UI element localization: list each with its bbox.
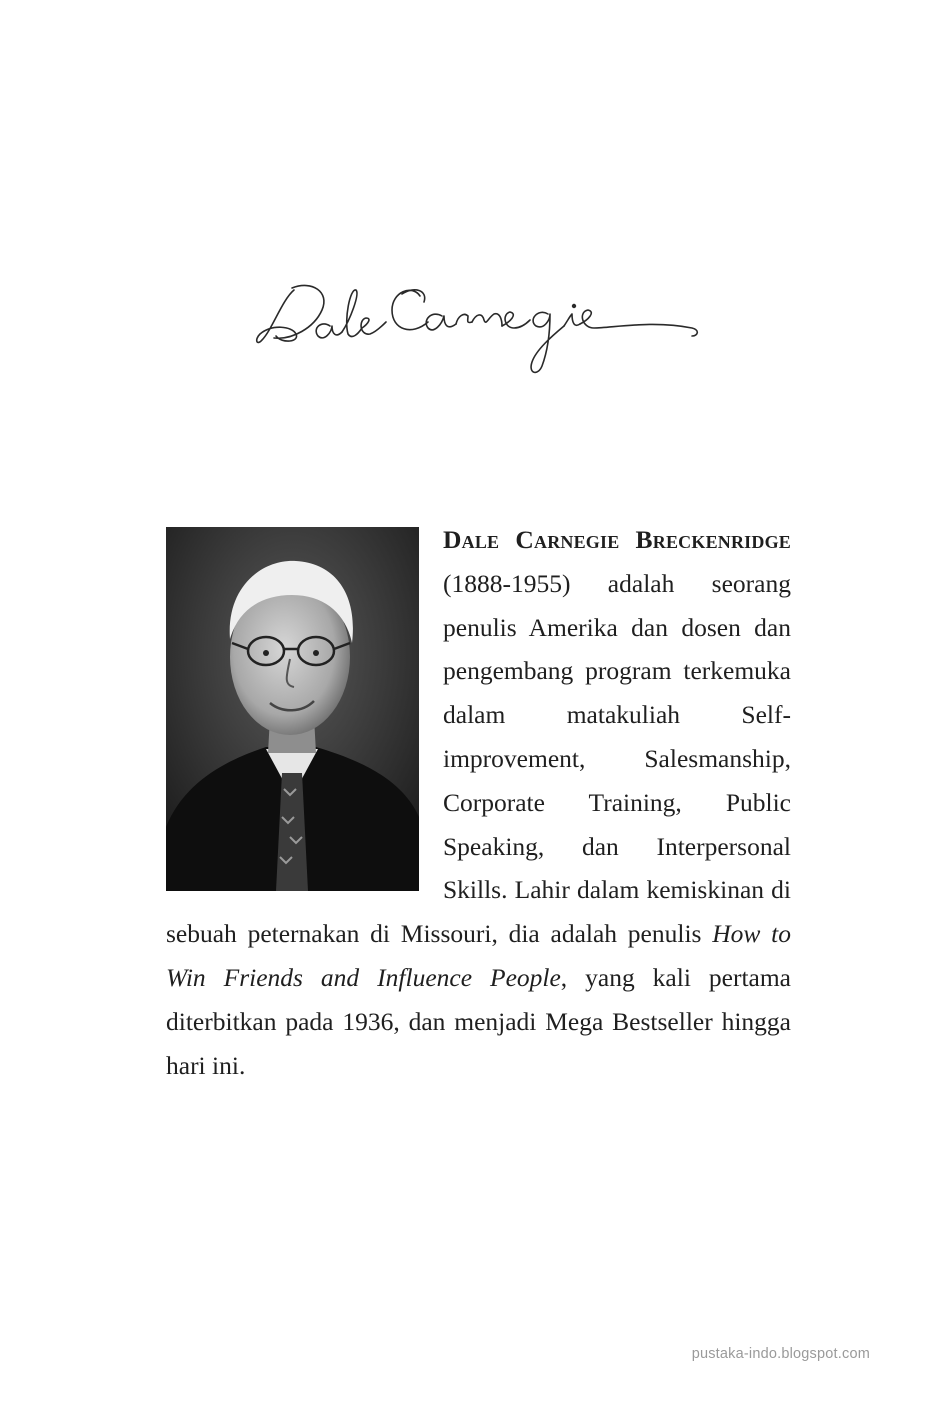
bio-text-part2: , yang kali pertama diterbitkan pada 1936, dan menjadi Mega Bestseller hingga hari ini. <box>166 962 791 1080</box>
watermark: pustaka-indo.blogspot.com <box>691 1346 870 1362</box>
signature <box>252 270 712 380</box>
book-title: How to Win Friends and Influence People <box>166 919 792 992</box>
signature-image <box>252 270 712 380</box>
bio-text-part1: (1888-1955) adalah seorang penulis Amerika dan dosen dan pengembang program terkemuka dalam matakuliah Self-improvement, Salesmanship, Corporate Training, Public Speaking, dan Interpersonal Skills. Lahir dalam kemiskinan di sebuah peternakan di Missouri, dia adalah penulis <box>166 568 791 949</box>
author-portrait <box>166 527 419 891</box>
author-bio <box>166 518 791 1087</box>
author-name: Dale Carnegie Breckenridge <box>443 525 791 554</box>
portrait-photo <box>166 527 419 891</box>
